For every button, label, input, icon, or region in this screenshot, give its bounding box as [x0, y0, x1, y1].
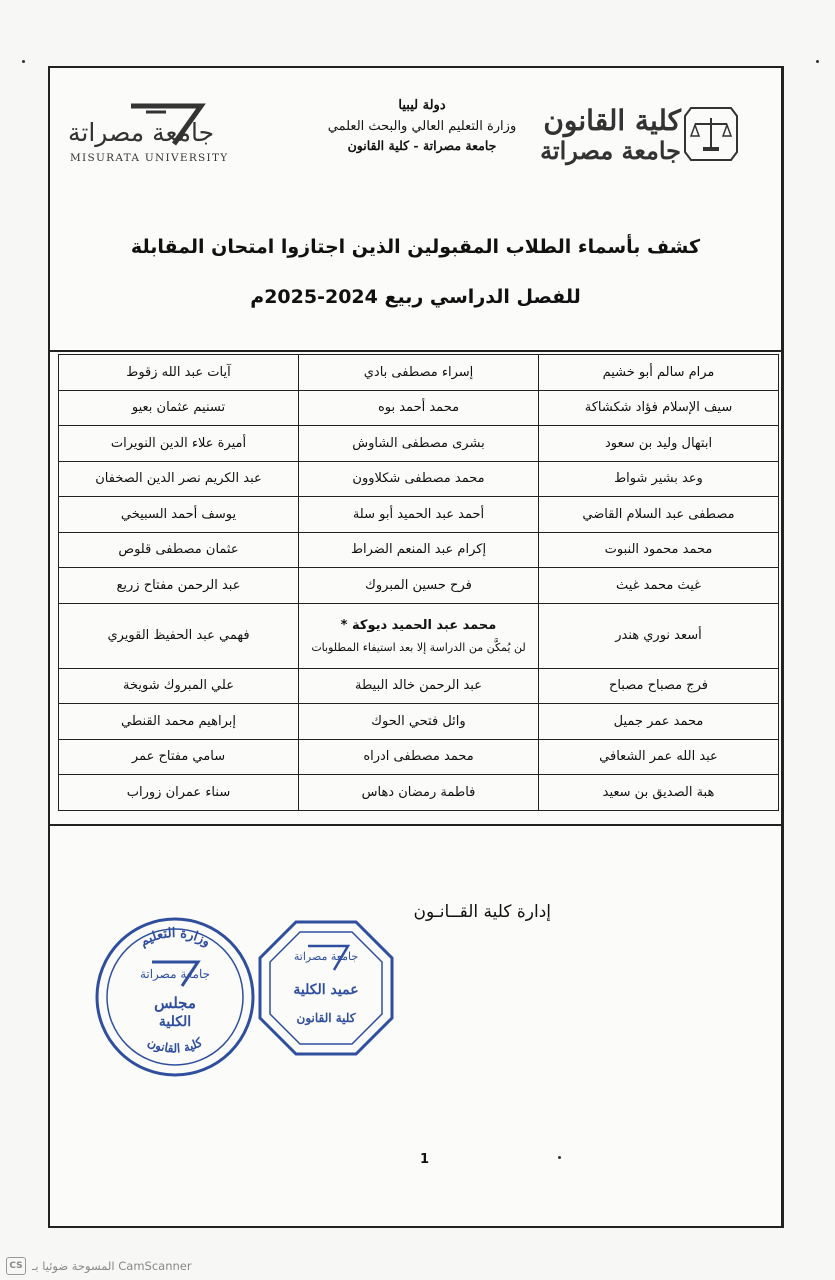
student-name: مرام سالم أبو خشيم [539, 355, 779, 391]
document-subtitle: للفصل الدراسي ربيع 2024-2025م [250, 286, 581, 308]
student-name: عبد الكريم نصر الدين الصخفان [59, 461, 299, 497]
scan-speck [816, 60, 819, 63]
university-name-ar: جامعة مصراتة [68, 118, 215, 147]
scan-speck [558, 1156, 561, 1159]
stamp-text: الكلية [158, 1014, 192, 1030]
table-row [59, 704, 779, 740]
students-table [58, 354, 779, 811]
law-college-university: جامعة مصراتة [540, 136, 681, 165]
student-name: يوسف أحمد السبيخي [59, 497, 299, 533]
student-name: وعد بشير شواط [539, 461, 779, 497]
university-college: جامعة مصراتة - كلية القانون [347, 138, 497, 153]
signature-line: إدارة كلية القــانـون [413, 902, 551, 922]
scanner-text: المسوحة ضوئيا بـ CamScanner [32, 1259, 192, 1273]
student-name: محمد أحمد بوه [299, 390, 539, 426]
student-name: فرج مصباح مصباح [539, 668, 779, 704]
student-name: إبراهيم محمد القنطي [59, 704, 299, 740]
table-row [59, 497, 779, 533]
stamp-text: وزارة التعليم [137, 925, 213, 950]
stamp-text: عميد الكلية [293, 982, 359, 998]
student-name: عبد الرحمن خالد البيطة [299, 668, 539, 704]
council-stamp-icon [90, 912, 260, 1082]
student-name: مصطفى عبد السلام القاضي [539, 497, 779, 533]
state-name: دولة ليبيا [398, 98, 446, 113]
student-name: وائل فتحي الحوك [299, 704, 539, 740]
student-name: غيث محمد غيث [539, 568, 779, 604]
student-name: محمد عمر جميل [539, 704, 779, 740]
ministry-name: وزارة التعليم العالي والبحث العلمي [327, 119, 517, 134]
table-row [59, 775, 779, 811]
table-row [59, 568, 779, 604]
stamp-text: جامعة مصراتة [293, 950, 359, 963]
law-college-logo [540, 100, 759, 170]
student-cell-with-note [299, 603, 539, 668]
stamp-text: جامعة مصراتة [139, 967, 211, 981]
student-name: هبة الصديق بن سعيد [539, 775, 779, 811]
page-number: 1 [420, 1152, 430, 1167]
camscanner-icon: CS [6, 1257, 26, 1275]
student-name: سيف الإسلام فؤاد شكشاكة [539, 390, 779, 426]
law-college-name: كلية القانون [543, 104, 681, 137]
stamp-text: كلية القانون [296, 1011, 356, 1025]
student-name: أحمد عبد الحميد أبو سلة [299, 497, 539, 533]
table-row [59, 603, 779, 668]
student-name: محمد مصطفى شكلاوون [299, 461, 539, 497]
svg-text:كلية القانون [145, 1035, 204, 1056]
scanner-watermark [6, 1256, 192, 1276]
header-divider [50, 350, 781, 352]
conditional-note: لن يُمكَّن من الدراسة إلا بعد استيفاء المطلوبات [311, 640, 526, 654]
student-name: محمد مصطفى ادراه [299, 739, 539, 775]
svg-text:وزارة التعليم [137, 926, 213, 950]
student-name: فرح حسين المبروك [299, 568, 539, 604]
student-name: فاطمة رمضان دهاس [299, 775, 539, 811]
document-title: كشف بأسماء الطلاب المقبولين الذين اجتازوا امتحان المقابلة [130, 236, 701, 258]
table-row [59, 390, 779, 426]
student-name: عثمان مصطفى قلوص [59, 532, 299, 568]
student-name: آيات عبد الله زقوط [59, 355, 299, 391]
student-name: عبد الرحمن مفتاح زريع [59, 568, 299, 604]
table-row [59, 355, 779, 391]
stamp-text: كلية القانون [145, 1035, 205, 1056]
official-header [312, 98, 532, 153]
dean-stamp-icon [256, 918, 396, 1058]
student-name: إسراء مصطفى بادي [299, 355, 539, 391]
student-name: سامي مفتاح عمر [59, 739, 299, 775]
student-name: تسنيم عثمان بعيو [59, 390, 299, 426]
university-name-en: MISURATA UNIVERSITY [70, 152, 229, 164]
document-page [48, 66, 784, 1228]
university-logo [68, 98, 268, 178]
student-name: عبد الله عمر الشعافي [539, 739, 779, 775]
table-divider [50, 824, 781, 826]
table-row [59, 461, 779, 497]
student-name: إكرام عبد المنعم الضراط [299, 532, 539, 568]
table-row [59, 532, 779, 568]
scan-speck [22, 60, 25, 63]
student-name: أميرة علاء الدين النويرات [59, 426, 299, 462]
student-name: علي المبروك شويخة [59, 668, 299, 704]
student-name: محمد عبد الحميد ديوكة * [340, 617, 497, 633]
student-name: محمد محمود النبوت [539, 532, 779, 568]
student-name: ابتهال وليد بن سعود [539, 426, 779, 462]
table-row [59, 668, 779, 704]
student-name: سناء عمران زوراب [59, 775, 299, 811]
table-row [59, 426, 779, 462]
student-name: أسعد نوري هندر [539, 603, 779, 668]
scales-icon [683, 106, 739, 162]
table-row [59, 739, 779, 775]
student-name: بشرى مصطفى الشاوش [299, 426, 539, 462]
stamp-text: مجلس [154, 994, 196, 1012]
student-name: فهمي عبد الحفيظ القويري [59, 603, 299, 668]
